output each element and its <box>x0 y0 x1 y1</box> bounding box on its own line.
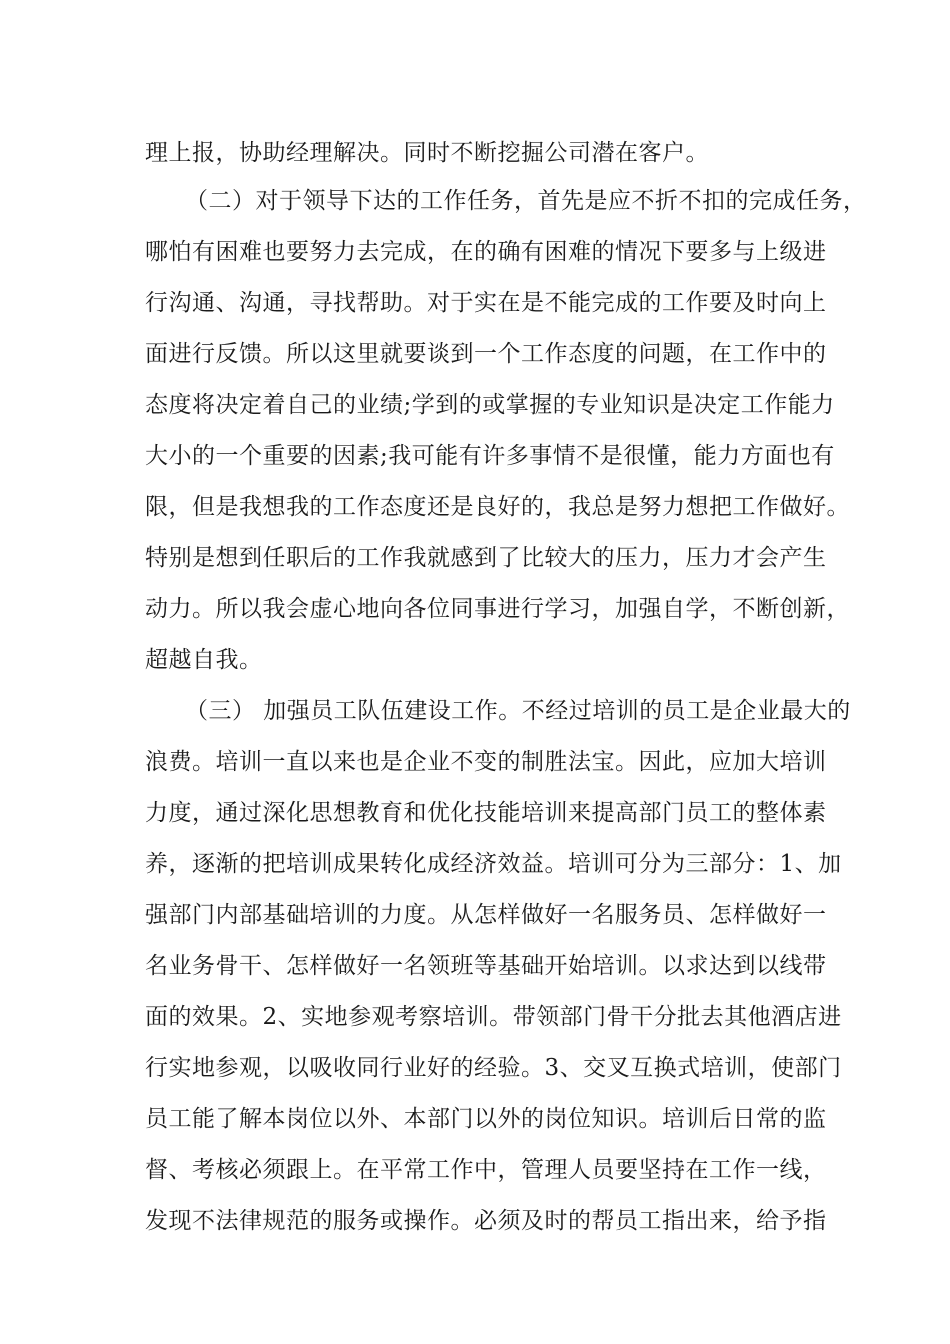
text-line: 员工能了解本岗位以外、本部门以外的岗位知识。培训后日常的监 <box>145 1106 827 1132</box>
text-line: 动力。所以我会虚心地向各位同事进行学习，加强自学，不断创新， <box>145 596 850 622</box>
text-line: 行沟通、沟通，寻找帮助。对于实在是不能完成的工作要及时向上 <box>145 290 827 316</box>
text-line: 名业务骨干、怎样做好一名领班等基础开始培训。以求达到以线带 <box>145 953 827 979</box>
text-line: 限，但是我想我的工作态度还是良好的，我总是努力想把工作做好。 <box>145 494 850 520</box>
text-line: 面进行反馈。所以这里就要谈到一个工作态度的问题，在工作中的 <box>145 341 827 367</box>
text-line: 特别是想到任职后的工作我就感到了比较大的压力，压力才会产生 <box>145 545 827 571</box>
text-line: 养，逐渐的把培训成果转化成经济效益。培训可分为三部分：1、加 <box>145 851 842 877</box>
text-line: 理上报，协助经理解决。同时不断挖掘公司潜在客户。 <box>145 140 709 166</box>
text-line: 发现不法律规范的服务或操作。必须及时的帮员工指出来，给予指 <box>145 1208 827 1234</box>
paragraph-start-line: （三） 加强员工队伍建设工作。不经过培训的员工是企业最大的 <box>185 698 851 724</box>
text-line: 浪费。培训一直以来也是企业不变的制胜法宝。因此，应加大培训 <box>145 749 827 775</box>
paragraph-start-line: （二）对于领导下达的工作任务，首先是应不折不扣的完成任务， <box>185 188 867 214</box>
text-line: 督、考核必须跟上。在平常工作中，管理人员要坚持在工作一线， <box>145 1157 827 1183</box>
text-line: 大小的一个重要的因素;我可能有许多事情不是很懂，能力方面也有 <box>145 443 835 469</box>
text-line: 态度将决定着自己的业绩;学到的或掌握的专业知识是决定工作能力 <box>145 392 835 418</box>
text-line: 力度，通过深化思想教育和优化技能培训来提高部门员工的整体素 <box>145 800 827 826</box>
text-line: 面的效果。2、实地参观考察培训。带领部门骨干分批去其他酒店进 <box>145 1004 842 1030</box>
text-line: 强部门内部基础培训的力度。从怎样做好一名服务员、怎样做好一 <box>145 902 827 928</box>
text-line: 超越自我。 <box>145 647 263 673</box>
text-line: 哪怕有困难也要努力去完成，在的确有困难的情况下要多与上级进 <box>145 239 827 265</box>
text-line: 行实地参观，以吸收同行业好的经验。3、交叉互换式培训，使部门 <box>145 1055 842 1081</box>
